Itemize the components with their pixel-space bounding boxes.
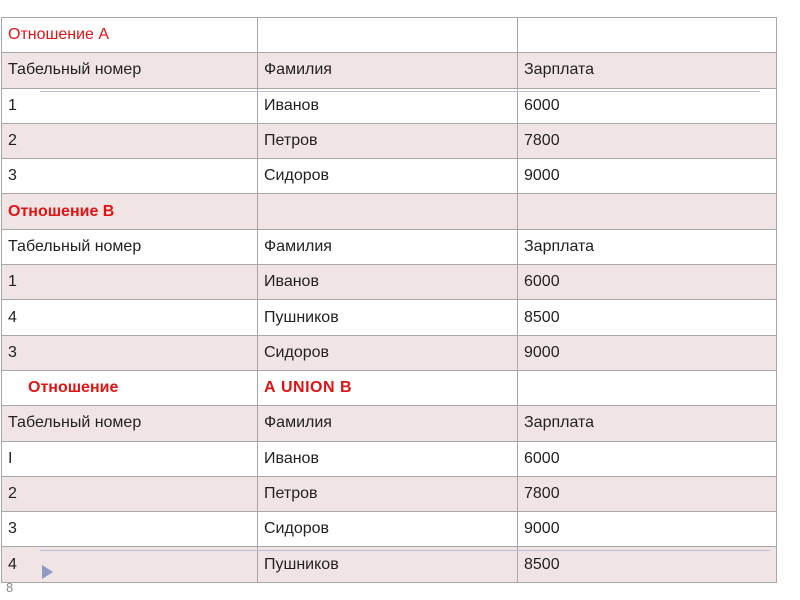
cell-salary: 8500 <box>518 300 777 335</box>
empty-cell <box>258 18 518 53</box>
cell-surname: Иванов <box>258 88 518 123</box>
cell-salary: 7800 <box>518 123 777 158</box>
cell-surname: Сидоров <box>258 159 518 194</box>
relation-a-title: Отношение А <box>2 18 258 53</box>
decorative-line-top <box>40 91 760 92</box>
column-header-id: Табельный номер <box>2 53 258 88</box>
column-header-id: Табельный номер <box>2 229 258 264</box>
column-header-surname: Фамилия <box>258 53 518 88</box>
cell-id: 1 <box>2 88 258 123</box>
relation-a-header-row <box>2 53 777 88</box>
cell-surname: Сидоров <box>258 512 518 547</box>
cell-surname: Петров <box>258 123 518 158</box>
cell-id: I <box>2 441 258 476</box>
cell-id: 3 <box>2 512 258 547</box>
relation-b-title: Отношение В <box>2 194 258 229</box>
table-row <box>2 547 777 582</box>
slide-number: 8 <box>6 580 14 595</box>
cell-salary: 7800 <box>518 476 777 511</box>
union-title: Отношение <box>2 370 258 405</box>
relation-b-header-row <box>2 229 777 264</box>
empty-cell <box>258 194 518 229</box>
table-row <box>2 159 777 194</box>
cell-surname: Петров <box>258 476 518 511</box>
cell-salary: 9000 <box>518 335 777 370</box>
cell-surname: Пушников <box>258 547 518 582</box>
table-row <box>2 123 777 158</box>
cell-surname: Пушников <box>258 300 518 335</box>
table-row <box>2 88 777 123</box>
cell-id: 4 <box>2 300 258 335</box>
table-row <box>2 512 777 547</box>
cell-salary: 9000 <box>518 512 777 547</box>
column-header-surname: Фамилия <box>258 406 518 441</box>
empty-cell <box>518 370 777 405</box>
decorative-line-bottom <box>40 550 770 551</box>
relation-a-title-row <box>2 18 777 53</box>
union-title-row <box>2 370 777 405</box>
arrow-right-icon <box>42 565 53 579</box>
cell-surname: Иванов <box>258 265 518 300</box>
cell-id: 1 <box>2 265 258 300</box>
cell-id: 3 <box>2 335 258 370</box>
table-row <box>2 476 777 511</box>
cell-id: 3 <box>2 159 258 194</box>
empty-cell <box>518 18 777 53</box>
column-header-surname: Фамилия <box>258 229 518 264</box>
table-row <box>2 441 777 476</box>
cell-salary: 8500 <box>518 547 777 582</box>
cell-id: 2 <box>2 476 258 511</box>
table-row <box>2 265 777 300</box>
column-header-salary: Зарплата <box>518 406 777 441</box>
cell-salary: 9000 <box>518 159 777 194</box>
column-header-salary: Зарплата <box>518 53 777 88</box>
union-operation: А UNION В <box>258 370 518 405</box>
column-header-salary: Зарплата <box>518 229 777 264</box>
column-header-id: Табельный номер <box>2 406 258 441</box>
union-header-row <box>2 406 777 441</box>
relation-b-title-row <box>2 194 777 229</box>
cell-salary: 6000 <box>518 88 777 123</box>
relations-table <box>1 17 777 583</box>
table-row <box>2 335 777 370</box>
cell-surname: Сидоров <box>258 335 518 370</box>
table-row <box>2 300 777 335</box>
cell-salary: 6000 <box>518 265 777 300</box>
cell-salary: 6000 <box>518 441 777 476</box>
empty-cell <box>518 194 777 229</box>
cell-id: 2 <box>2 123 258 158</box>
cell-id: 4 <box>2 547 258 582</box>
cell-surname: Иванов <box>258 441 518 476</box>
